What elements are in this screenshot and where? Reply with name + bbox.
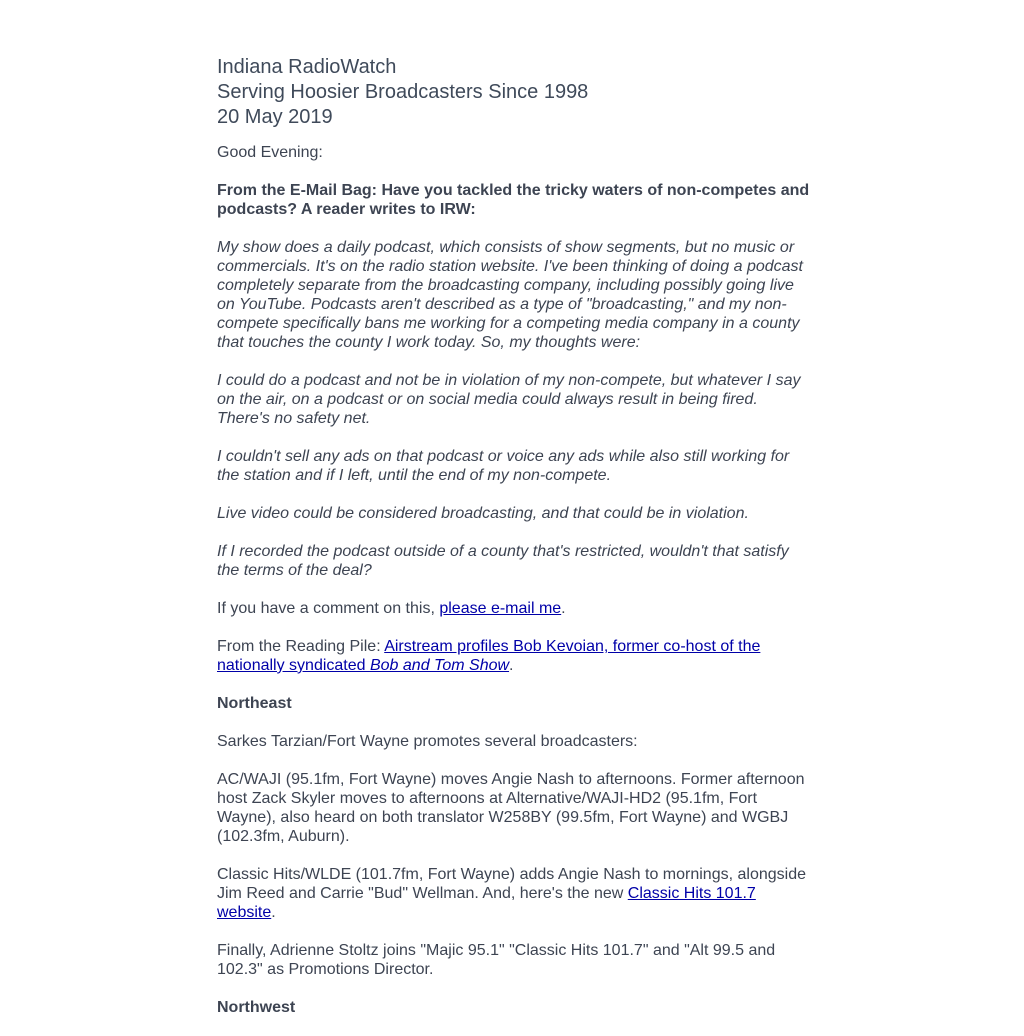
news-item-suffix: . — [271, 904, 276, 921]
letter-paragraph: My show does a daily podcast, which consists of show segments, but no music or commercials. It's on the radio station website. I've been thinking of doing a podcast completely separate from the broadcasting company, including possibly going live on YouTube. Podcasts aren't described as a type of "broadcasting," and my non-compete specifically bans me working for a competing media company in a county that touches the county I work today. So, my thoughts were: — [217, 239, 803, 351]
reading-pile-prefix: From the Reading Pile: — [217, 638, 385, 655]
letter-paragraph: I could do a podcast and not be in violation of my non-compete, but whatever I say on the air, on a podcast or on social media could always result in being fired. There's no safety net. — [217, 372, 801, 427]
email-link[interactable]: please e-mail me — [439, 600, 562, 617]
comment-line — [217, 599, 812, 618]
section-heading-northwest: Northwest — [217, 999, 296, 1016]
news-item: AC/WAJI (95.1fm, Fort Wayne) moves Angie Nash to afternoons. Former afternoon host Zack Skyler moves to afternoons at Alternative/WAJI-HD2 (95.1fm, Fort Wayne), also heard on both translator W258BY (99.5fm, Fort Wayne) and WGBJ (102.3fm, Auburn). — [217, 771, 805, 845]
show-title: Bob and Tom Show — [369, 657, 510, 674]
news-item: Finally, Adrienne Stoltz joins "Majic 95.1" "Classic Hits 101.7" and "Alt 99.5 and 102.3" as Promotions Director. — [217, 942, 776, 978]
news-item-text: Classic Hits/WLDE (101.7fm, Fort Wayne) adds Angie Nash to mornings, alongside Jim Reed and Carrie "Bud" Wellman. And, here's the new — [217, 866, 806, 902]
greeting: Good Evening: — [217, 144, 323, 161]
news-item — [217, 865, 812, 922]
classic-hits-website-link[interactable]: Classic Hits 101.7 website — [217, 885, 756, 921]
mailbag-intro: From the E-Mail Bag: Have you tackled the tricky waters of non-competes and podcasts? A reader writes to IRW: — [217, 182, 810, 218]
northeast-intro: Sarkes Tarzian/Fort Wayne promotes several broadcasters: — [217, 733, 638, 750]
reading-pile-suffix: . — [509, 657, 514, 674]
comment-suffix: . — [561, 600, 566, 617]
section-heading-northeast: Northeast — [217, 695, 292, 712]
site-tagline: Serving Hoosier Broadcasters Since 1998 — [217, 81, 589, 103]
comment-prefix: If you have a comment on this, — [217, 600, 440, 617]
reading-pile — [217, 637, 812, 675]
masthead — [217, 55, 812, 130]
issue-date: 20 May 2019 — [217, 106, 333, 128]
letter-paragraph: Live video could be considered broadcasting, and that could be in violation. — [217, 505, 749, 522]
airstream-link-text: Airstream profiles Bob Kevoian, former co-host of the nationally syndicated — [217, 638, 761, 674]
letter-paragraph: If I recorded the podcast outside of a county that's restricted, wouldn't that satisfy the terms of the deal? — [217, 543, 789, 579]
site-title: Indiana RadioWatch — [217, 56, 397, 78]
letter-paragraph: I couldn't sell any ads on that podcast or voice any ads while also still working for the station and if I left, until the end of my non-compete. — [217, 448, 790, 484]
article — [217, 55, 812, 1036]
